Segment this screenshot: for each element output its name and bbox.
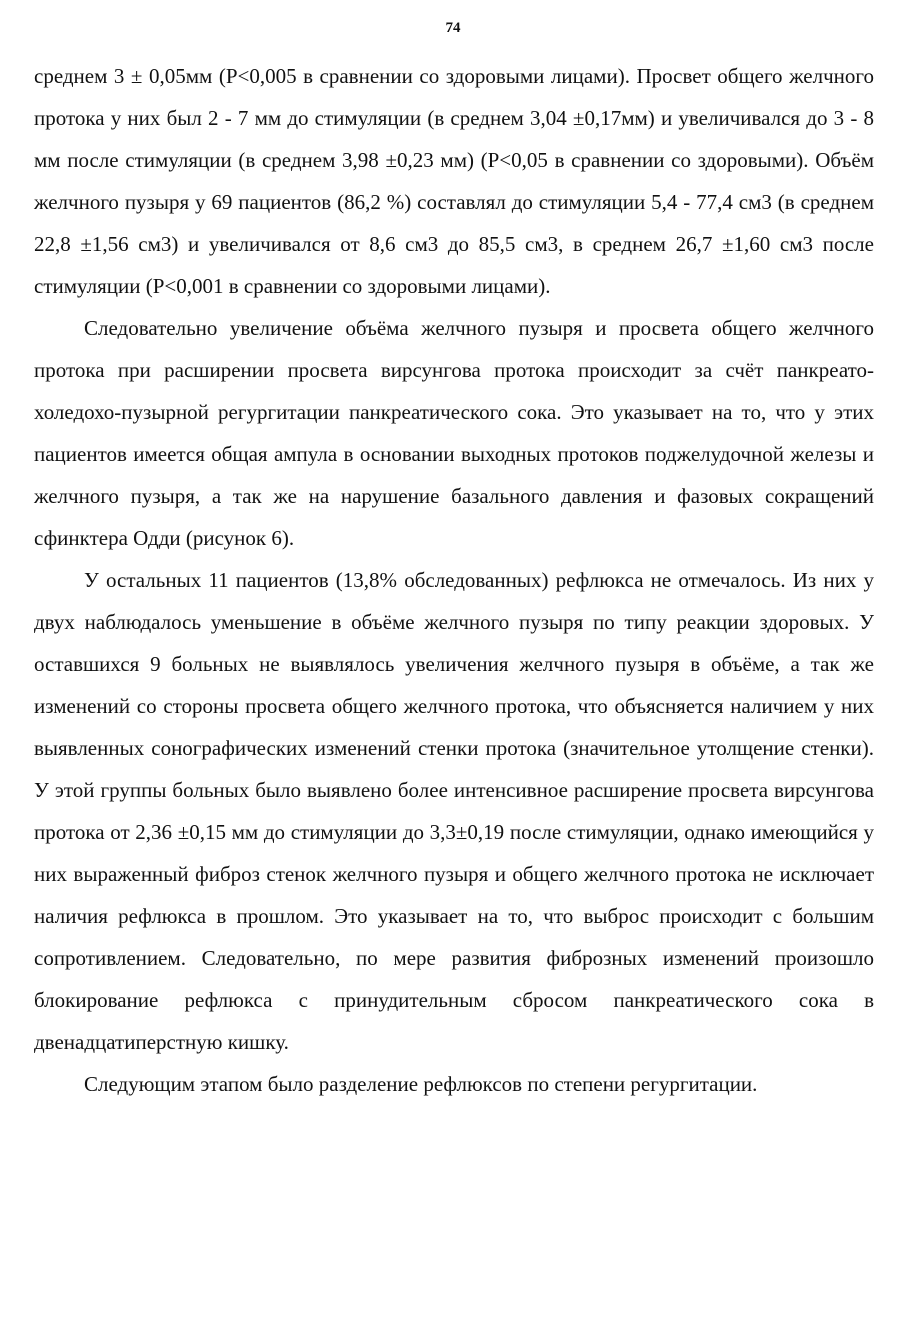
paragraph-no-reflux-group: У остальных 11 пациентов (13,8% обследованных) рефлюкса не отмечалось. Из них у двух наблюдалось уменьшение в объёме желчного пузыря по типу реакции здоровых. У оставшихся 9 больных не выявлялось увеличения желчного пузыря в объёме, а так же изменений со стороны просвета общего желчного протока, что объясняется наличием у них выявленных сонографических изменений стенки протока (значительное утолщение стенки). У этой группы больных было выявлено более интенсивное расширение просвета вирсунгова протока от 2,36 ±0,15 мм до стимуляции до 3,3±0,19 после стимуляции, однако имеющийся у них выраженный фиброз стенок желчного пузыря и общего желчного протока не исключает наличия рефлюкса в прошлом. Это указывает на то, что выброс происходит с большим сопротивлением. Следовательно, по мере развития фиброзных изменений произошло блокирование рефлюкса с принудительным сбросом панкреатического сока в двенадцатиперстную кишку. — [34, 568, 874, 1054]
paragraph-continuation: среднем 3 ± 0,05мм (Р<0,005 в сравнении со здоровыми лицами). Просвет общего желчного протока у них был 2 - 7 мм до стимуляции (в среднем 3,04 ±0,17мм) и увеличивался до 3 - 8 мм после стимуляции (в среднем 3,98 ±0,23 мм) (Р<0,05 в сравнении со здоровыми). Объём желчного пузыря у 69 пациентов (86,2 %) составлял до стимуляции 5,4 - 77,4 см3 (в среднем 22,8 ±1,56 см3) и увеличивался от 8,6 см3 до 85,5 см3, в среднем 26,7 ±1,60 см3 после стимуляции (Р<0,001 в сравнении со здоровыми лицами). — [34, 64, 874, 298]
paragraph-next-stage: Следующим этапом было разделение рефлюксов по степени регургитации. — [84, 1072, 758, 1096]
paragraph-conclusion: Следовательно увеличение объёма желчного пузыря и просвета общего желчного протока при расширении просвета вирсунгова протока происходит за счёт панкреато-холедохо-пузырной регургитации панкреатического сока. Это указывает на то, что у этих пациентов имеется общая ампула в основании выходных протоков поджелудочной железы и желчного пузыря, а так же на нарушение базального давления и фазовых сокращений сфинктера Одди (рисунок 6). — [34, 316, 874, 550]
document-body — [34, 55, 874, 1105]
page-number: 74 — [445, 20, 461, 36]
